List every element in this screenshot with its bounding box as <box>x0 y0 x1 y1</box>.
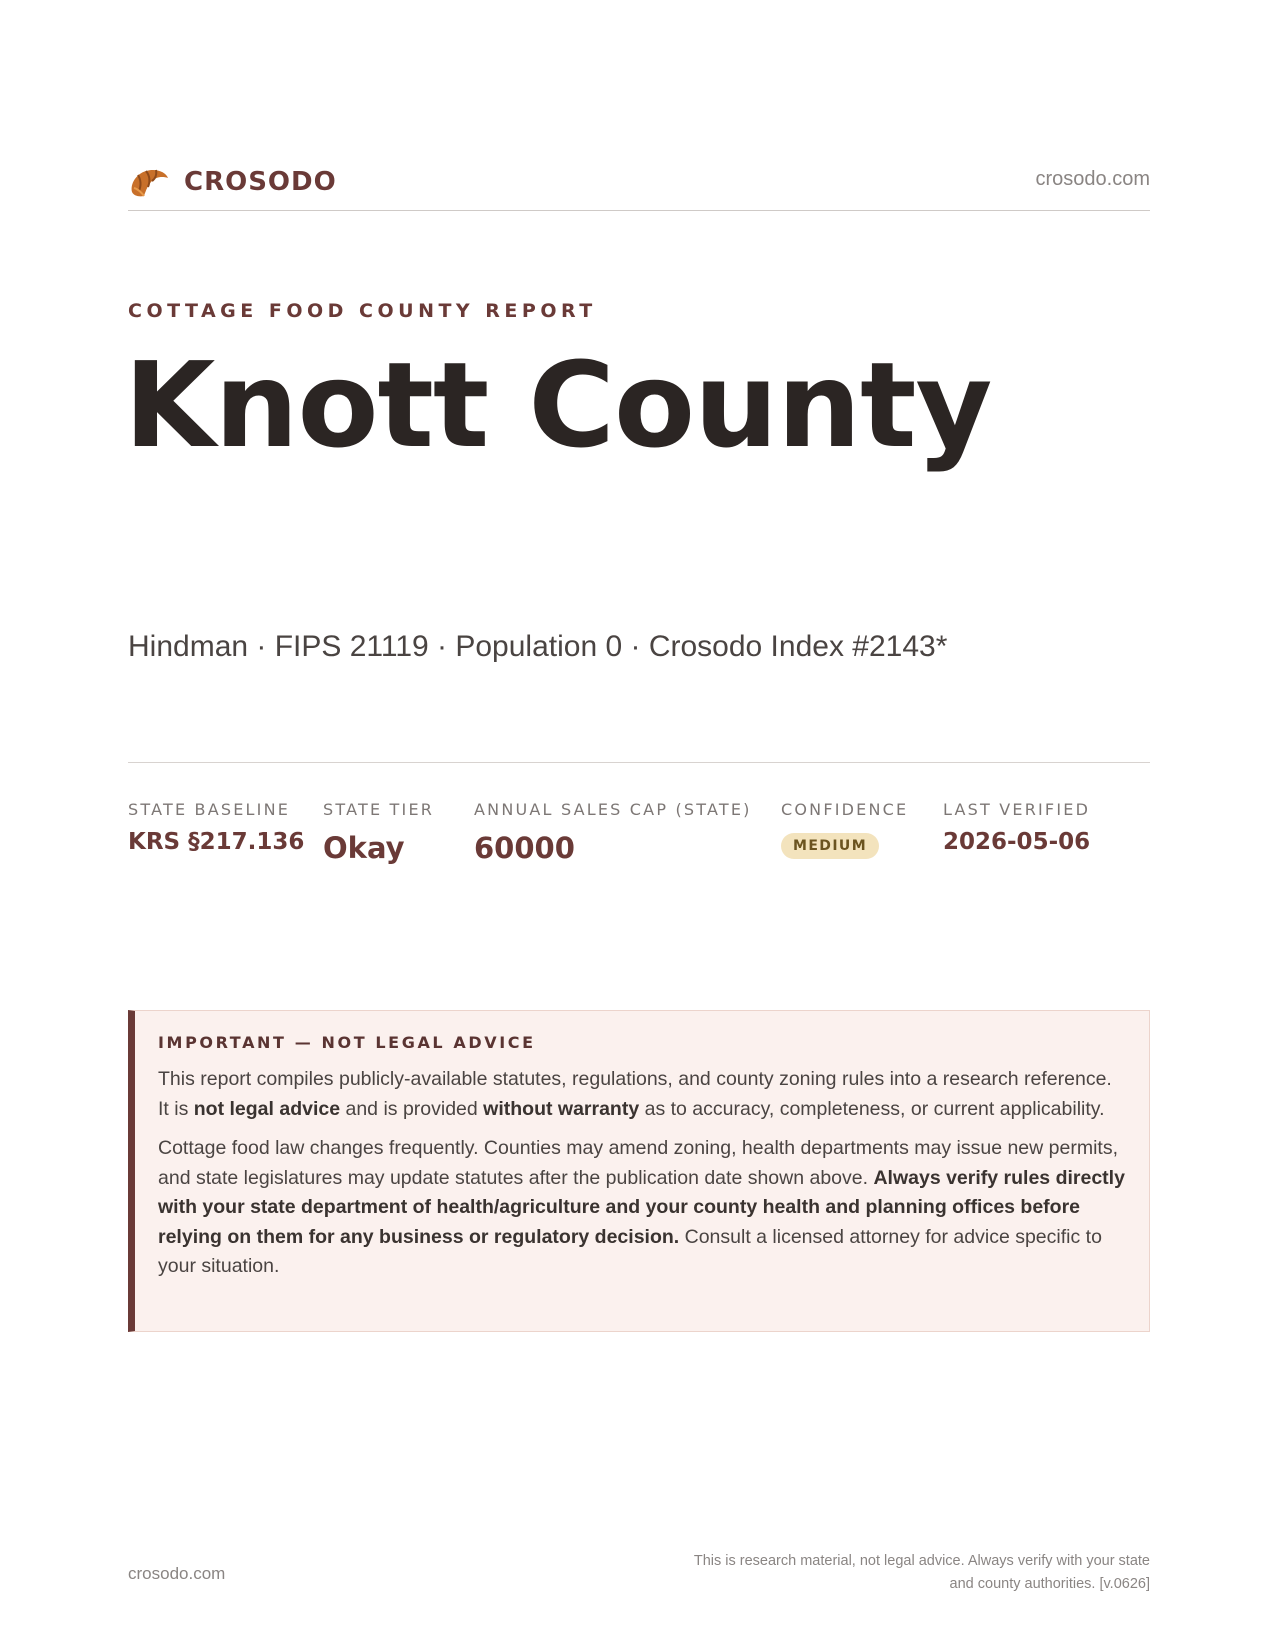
stat-confidence <box>781 800 908 859</box>
stat-last-verified <box>943 800 1090 855</box>
stat-label: ANNUAL SALES CAP (STATE) <box>474 800 752 819</box>
stat-state-baseline <box>128 800 304 855</box>
site-link[interactable]: crosodo.com <box>1035 168 1150 190</box>
notice-body <box>158 1065 1126 1292</box>
stat-value: 2026-05-06 <box>943 829 1091 855</box>
notice-emphasis: not legal advice <box>193 1097 341 1120</box>
confidence-badge: MEDIUM <box>781 833 879 859</box>
notice-heading: IMPORTANT — NOT LEGAL ADVICE <box>158 1033 536 1052</box>
footer-site[interactable]: crosodo.com <box>128 1564 226 1583</box>
notice-emphasis: without warranty <box>483 1097 640 1120</box>
legal-notice <box>128 1010 1150 1332</box>
brand-name: CROSODO <box>184 167 337 197</box>
report-page <box>124 0 1150 1650</box>
stat-label: LAST VERIFIED <box>943 800 1091 819</box>
page-title: Knott County <box>124 336 992 474</box>
notice-text: as to accuracy, completeness, or current applicability. <box>639 1097 1105 1120</box>
footer-disclaimer-line: and county authorities. [v.0626] <box>949 1576 1150 1592</box>
stat-label: STATE TIER <box>323 800 435 819</box>
stat-annual-sales-cap <box>474 800 752 865</box>
notice-emphasis: Always verify rules directly with your state department of health/agriculture and your county health and planning offices before relying on them for any business or regulatory decision. <box>158 1166 1125 1248</box>
notice-text: and is provided <box>340 1097 484 1120</box>
footer-disclaimer <box>610 1550 1150 1596</box>
notice-text: Cottage food law changes frequently. Counties may amend zoning, health departments may issue new permits, and state legislatures may update statutes after the publication date shown above. <box>158 1137 1118 1189</box>
stat-state-tier <box>323 800 434 865</box>
section-divider <box>128 762 1150 763</box>
stat-value: Okay <box>323 831 405 865</box>
notice-paragraph <box>158 1065 1126 1124</box>
footer-disclaimer-line: This is research material, not legal advice. Always verify with your state <box>693 1553 1150 1569</box>
stat-value: 60000 <box>474 831 575 865</box>
page-header <box>128 158 1150 211</box>
stat-value: KRS §217.136 <box>128 829 305 855</box>
brand[interactable] <box>128 162 337 202</box>
stat-label: CONFIDENCE <box>781 800 909 819</box>
report-kicker: COTTAGE FOOD COUNTY REPORT <box>128 300 597 322</box>
stats-row <box>128 800 1150 880</box>
notice-paragraph <box>158 1134 1126 1282</box>
stat-label: STATE BASELINE <box>128 800 291 819</box>
notice-text: Consult a licensed attorney for advice specific to your situation. <box>158 1225 1102 1277</box>
county-subtitle: Hindman · FIPS 21119 · Population 0 · Crosodo Index #2143* <box>128 630 948 663</box>
croissant-icon <box>128 162 170 202</box>
notice-text: This report compiles publicly-available statutes, regulations, and county zoning rules into a research reference. It is <box>158 1068 1112 1120</box>
